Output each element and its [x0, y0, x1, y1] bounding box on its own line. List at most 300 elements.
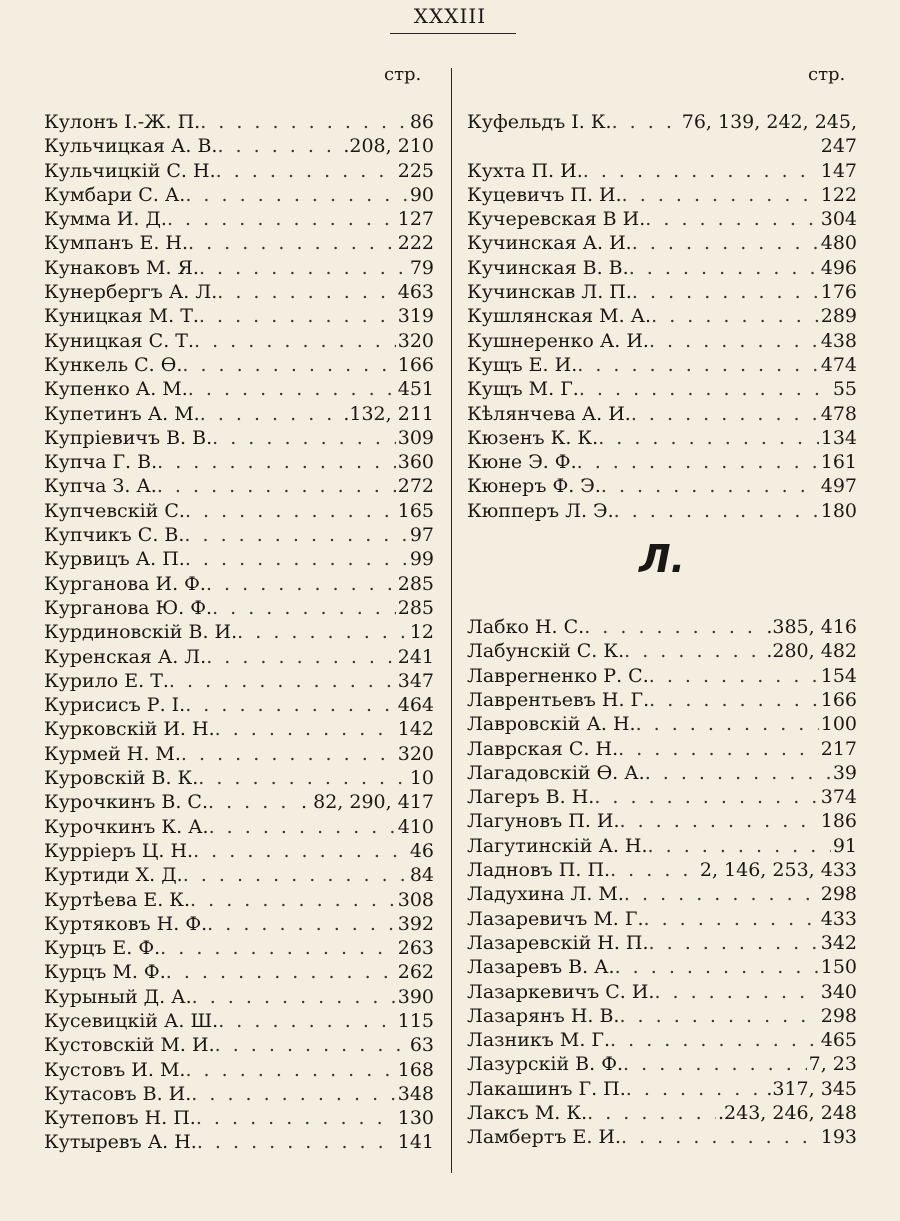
column-divider: [451, 68, 452, 1173]
index-entry: [44, 1058, 434, 1082]
leader-dots: [649, 688, 819, 712]
index-entry: [467, 450, 857, 474]
entry-pages: 55: [832, 378, 857, 401]
entry-name: Кюнеръ Ф. Э.: [467, 475, 601, 498]
leader-dots: [577, 450, 819, 474]
leader-dots: [651, 304, 819, 328]
leader-dots: [190, 888, 396, 912]
index-entry: [44, 1033, 434, 1057]
entry-name: Кульчицкій С. Н.: [44, 159, 216, 182]
leader-dots: [198, 766, 408, 790]
index-entry: [44, 474, 434, 498]
entry-name: Купрiевичъ В. В.: [44, 426, 213, 449]
index-entry: [467, 639, 857, 663]
index-entry: [467, 1004, 857, 1028]
index-entry: [44, 669, 434, 693]
index-entry: [44, 256, 434, 280]
entry-name: Купча Г. В.: [44, 451, 158, 474]
index-entry: [44, 815, 434, 839]
left-column-label: стр.: [384, 64, 422, 85]
entry-pages: 176: [820, 281, 857, 304]
leader-dots: [631, 402, 819, 426]
entry-pages: 478: [820, 402, 857, 425]
entry-pages: 222: [397, 232, 434, 255]
leader-dots: [645, 207, 818, 231]
leader-dots: [217, 280, 395, 304]
leader-dots: [577, 353, 819, 377]
entry-name: Курисисъ Р. І.: [44, 694, 186, 717]
leader-dots: [614, 499, 819, 523]
entry-name: Курыный Д. А.: [44, 985, 192, 1008]
entry-pages: 99: [409, 548, 434, 571]
entry-name: Куртяковъ Н. Ф.: [44, 912, 208, 935]
entry-pages: 79: [409, 256, 434, 279]
entry-pages: 320: [397, 329, 434, 352]
entry-pages: 433: [820, 907, 857, 930]
entry-name: Куртѣева Е. К.: [44, 888, 191, 911]
entry-pages: 180: [820, 499, 857, 522]
entry-pages: 90: [409, 183, 434, 206]
leader-dots: [181, 742, 396, 766]
section-spacer: [467, 595, 857, 615]
entry-pages: 262: [397, 961, 434, 984]
leader-dots: [649, 664, 819, 688]
entry-pages: 154: [820, 664, 857, 687]
index-entry: [44, 936, 434, 960]
index-entry: [467, 353, 857, 377]
right-column-label: стр.: [808, 64, 846, 85]
index-entry: [467, 402, 857, 426]
index-entry: [467, 304, 857, 328]
entry-name: Лаврентьевъ Н. Г.: [467, 688, 650, 711]
entry-name: Куфельдъ І. К.: [467, 111, 612, 133]
entry-name: Купча З. А.: [44, 475, 157, 498]
leader-dots: [612, 110, 680, 134]
entry-name: Кумпанъ Е. Н.: [44, 232, 189, 255]
leader-dots: [649, 329, 819, 353]
entry-name: Кутыревъ А. Н.: [44, 1131, 197, 1154]
entry-pages: 272: [397, 475, 434, 498]
index-entry: [44, 523, 434, 547]
index-entry: [467, 785, 857, 809]
entry-pages: 97: [409, 524, 434, 547]
entry-name: Лавровскій А. Н.: [467, 713, 636, 736]
leader-dots: [620, 809, 819, 833]
index-entry: [44, 790, 434, 814]
k-entries: [467, 110, 857, 523]
entry-pages: 241: [397, 645, 434, 668]
entry-pages: . 82, 290, 417: [301, 791, 434, 814]
leader-dots: [626, 1077, 765, 1101]
index-entry: [467, 329, 857, 353]
entry-name: Купенко А. М.: [44, 378, 188, 401]
leader-dots: [237, 620, 408, 644]
entry-pages: 348: [397, 1082, 434, 1105]
entry-pages: 127: [397, 208, 434, 231]
index-entry: [467, 1052, 857, 1076]
entry-name: Куровскій В. К.: [44, 767, 199, 790]
entry-pages: 474: [820, 353, 857, 376]
index-entry: [44, 231, 434, 255]
leader-dots: [166, 960, 396, 984]
index-entry: [467, 183, 857, 207]
leader-dots: [200, 402, 342, 426]
leader-dots: [623, 1052, 807, 1076]
leader-dots: [209, 815, 396, 839]
entry-name: Кѣлянчева А. И.: [467, 402, 631, 425]
entry-pages: 298: [820, 883, 857, 906]
entry-name: Курганова И. Ф.: [44, 572, 206, 595]
entry-name: Лагадовскій Ѳ. А.: [467, 761, 645, 784]
entry-name: Кустовъ И. М.: [44, 1058, 186, 1081]
entry-pages: 165: [397, 499, 434, 522]
entry-name: Кухта П. И.: [467, 159, 583, 182]
entry-name: Кюне Э. Ф.: [467, 451, 577, 474]
leader-dots: [184, 523, 407, 547]
leader-dots: [206, 645, 396, 669]
index-entry: [467, 1101, 857, 1125]
leader-dots: [185, 499, 396, 523]
entry-pages: 141: [397, 1131, 434, 1154]
index-entry: [467, 207, 857, 231]
entry-pages: .208, 210: [343, 135, 434, 158]
entry-name: Лазарянъ Н. В.: [467, 1004, 620, 1027]
index-entry: [44, 742, 434, 766]
index-entry: [44, 693, 434, 717]
index-entry: [44, 280, 434, 304]
entry-pages: 438: [820, 329, 857, 352]
leader-dots: [207, 912, 396, 936]
leader-dots: [601, 474, 819, 498]
index-entry: [44, 159, 434, 183]
entry-name: Кучинская А. И.: [467, 232, 632, 255]
entry-name: Кустовскій М. И.: [44, 1034, 215, 1057]
entry-pages: 463: [397, 281, 434, 304]
entry-name: Лаврская С. Н.: [467, 737, 619, 760]
index-entry: [44, 402, 434, 426]
entry-name: Курріеръ Ц. Н.: [44, 839, 194, 862]
entry-name: Купчикъ С. В.: [44, 524, 185, 547]
index-entry: [467, 931, 857, 955]
entry-pages: 298: [820, 1004, 857, 1027]
leader-dots: [619, 1004, 818, 1028]
entry-pages: 285: [397, 596, 434, 619]
entry-pages: 84: [409, 864, 434, 887]
leader-dots: [185, 693, 396, 717]
entry-pages: 46: [409, 839, 434, 862]
leader-dots: [598, 426, 819, 450]
entry-name: Кушнеренко А. И.: [467, 329, 649, 352]
entry-pages: 76, 139, 242, 245,: [681, 111, 857, 133]
index-entry: [44, 888, 434, 912]
entry-name: Лагутинскій А. Н.: [467, 834, 648, 857]
leader-dots: [217, 134, 341, 158]
entry-name: Лазаревичъ М. Г.: [467, 907, 644, 930]
leader-dots: [160, 936, 396, 960]
index-entry: [44, 110, 434, 134]
index-entry: [467, 256, 857, 280]
leader-dots: [645, 761, 831, 785]
entry-name: Кутеповъ Н. П.: [44, 1107, 196, 1130]
entry-name: Кучинскав Л. П.: [467, 281, 632, 304]
leader-dots: [192, 985, 396, 1009]
index-entry: [44, 547, 434, 571]
index-entry: [467, 809, 857, 833]
index-entry: [44, 717, 434, 741]
index-entry: [44, 304, 434, 328]
entry-pages: 410: [397, 815, 434, 838]
index-entry: [467, 159, 857, 183]
entry-pages: 304: [820, 208, 857, 231]
leader-dots: [643, 907, 818, 931]
leader-dots: [212, 596, 396, 620]
index-entry: [44, 596, 434, 620]
index-entry: [467, 955, 857, 979]
index-entry: [44, 426, 434, 450]
entry-pages: 496: [820, 256, 857, 279]
index-entry: [467, 712, 857, 736]
index-entry: [467, 231, 857, 255]
entry-name: Кумбари С. А.: [44, 183, 186, 206]
index-entry: [467, 426, 857, 450]
leader-dots: [584, 615, 764, 639]
entry-name: Курочкинъ К. А.: [44, 815, 209, 838]
index-entry: [467, 688, 857, 712]
leader-dots: [196, 1106, 396, 1130]
entry-name: Кункель С. Ѳ.: [44, 353, 183, 376]
entry-name: Ладновъ П. П.: [467, 859, 611, 882]
entry-pages: 340: [820, 980, 857, 1003]
leader-dots: [622, 183, 819, 207]
leader-dots: [649, 931, 819, 955]
entry-pages: 263: [397, 937, 434, 960]
leader-dots: [216, 159, 396, 183]
index-entry: [467, 882, 857, 906]
entry-name: Купетинъ А. М.: [44, 402, 200, 425]
right-column: [467, 110, 857, 1150]
leader-dots: [587, 1101, 716, 1125]
entry-pages: 12: [409, 621, 434, 644]
index-entry: [44, 1130, 434, 1154]
entry-pages: 247: [820, 135, 857, 158]
entry-name: Кущъ М. Г.: [467, 378, 579, 401]
entry-pages: 464: [397, 694, 434, 717]
entry-pages: 289: [820, 305, 857, 328]
entry-pages: 390: [397, 985, 434, 1008]
leader-dots: [618, 737, 819, 761]
leader-dots: [610, 858, 698, 882]
index-entry: [467, 280, 857, 304]
entry-name: Курмей Н. М.: [44, 742, 181, 765]
entry-pages: 320: [397, 742, 434, 765]
entry-name: Кутасовъ В. И.: [44, 1082, 192, 1105]
entry-name: Лазаркевичъ С. И.: [467, 980, 655, 1003]
entry-name: Кунаковъ М. Я.: [44, 256, 199, 279]
entry-name: Курило Е. Т.: [44, 669, 169, 692]
index-entry: [44, 1009, 434, 1033]
leader-dots: [188, 377, 396, 401]
entry-name: Курдиновскій В. И.: [44, 621, 238, 644]
leader-dots: [615, 955, 819, 979]
entry-name: Кучеревская В И.: [467, 208, 646, 231]
entry-name: Куцевичъ П. И.: [467, 183, 622, 206]
index-entry: [44, 353, 434, 377]
index-entry: [467, 1028, 857, 1052]
index-entry: [44, 329, 434, 353]
entry-pages: 2, 146, 253, 433: [699, 859, 857, 882]
entry-pages: 39: [832, 761, 857, 784]
entry-pages: 168: [397, 1058, 434, 1081]
leader-dots: [632, 280, 819, 304]
entry-pages: 147: [820, 159, 857, 182]
entry-name: Лагуновъ П. И.: [467, 810, 620, 833]
entry-pages: 161: [820, 451, 857, 474]
leader-dots: [610, 1028, 819, 1052]
index-entry: [44, 985, 434, 1009]
leader-dots: [208, 790, 299, 814]
index-entry: [467, 1077, 857, 1101]
leader-dots: [194, 329, 396, 353]
entry-name: Кульчицкая А. В.: [44, 135, 218, 158]
leader-dots: [169, 669, 396, 693]
entry-name: Куртиди Х. Д.: [44, 864, 183, 887]
entry-name: Куницкая М. Т.: [44, 305, 199, 328]
index-entry: [467, 761, 857, 785]
index-entry: [44, 207, 434, 231]
entry-pages: 342: [820, 931, 857, 954]
leader-dots: [206, 572, 396, 596]
index-entry: [44, 912, 434, 936]
leader-dots: [157, 474, 396, 498]
index-entry: [44, 839, 434, 863]
entry-pages: 360: [397, 451, 434, 474]
entry-pages: 392: [397, 912, 434, 935]
leader-dots: [583, 159, 819, 183]
leader-dots: [629, 256, 819, 280]
entry-pages: 308: [397, 888, 434, 911]
leader-dots: [183, 863, 408, 887]
entry-pages: 186: [820, 810, 857, 833]
entry-pages: 63: [409, 1034, 434, 1057]
entry-name: Курвицъ А. П.: [44, 548, 185, 571]
index-entry: [44, 1082, 434, 1106]
entry-name: Купчевскій С.: [44, 499, 185, 522]
leader-dots: [200, 110, 408, 134]
index-entry: [467, 134, 857, 158]
leader-dots: [654, 980, 818, 1004]
index-entry: [467, 664, 857, 688]
entry-pages: 130: [397, 1107, 434, 1130]
entry-name: Кущъ Е. И.: [467, 353, 578, 376]
entry-pages: 122: [820, 183, 857, 206]
index-entry: [467, 834, 857, 858]
index-entry: [467, 110, 857, 134]
leader-dots: [579, 377, 831, 401]
index-entry: [44, 960, 434, 984]
entry-name: Лавреrненко Р. С.: [467, 664, 649, 687]
entry-pages: 374: [820, 786, 857, 809]
entry-pages: 91: [832, 834, 857, 857]
entry-pages: 451: [397, 378, 434, 401]
entry-name: Кюпперъ Л. Э.: [467, 499, 614, 522]
leader-dots: [636, 712, 819, 736]
entry-pages: 193: [820, 1126, 857, 1149]
entry-pages: .385, 416: [766, 616, 857, 639]
entry-name: Ладухина Л. М.: [467, 883, 624, 906]
index-entry: [44, 572, 434, 596]
leader-dots: [218, 1009, 396, 1033]
entry-name: Кюзенъ К. К.: [467, 426, 599, 449]
leader-dots: [199, 304, 396, 328]
index-entry: [467, 499, 857, 523]
l-entries: [467, 615, 857, 1150]
section-letter-l: Л.: [639, 537, 685, 582]
entry-name: Курковскій И. Н.: [44, 718, 215, 741]
leader-dots: [191, 1082, 395, 1106]
leader-dots: [157, 450, 396, 474]
index-entry: [44, 377, 434, 401]
left-column: [44, 110, 434, 1155]
entry-name: Лакашинъ Г. П.: [467, 1077, 626, 1100]
index-entry: [44, 499, 434, 523]
entry-name: Курочкинъ В. С.: [44, 791, 208, 814]
index-entry: [467, 737, 857, 761]
leader-dots: [185, 547, 408, 571]
entry-name: Кунербергъ А. Л.: [44, 281, 218, 304]
entry-pages: 10: [409, 767, 434, 790]
index-entry: [467, 858, 857, 882]
entry-pages: 319: [397, 305, 434, 328]
entry-name: Лазаревъ В. А.: [467, 956, 615, 979]
entry-name: Лаксъ М. К.: [467, 1101, 588, 1124]
entry-name: Курганова Ю. Ф.: [44, 596, 213, 619]
index-entry: [44, 134, 434, 158]
entry-pages: 309: [397, 426, 434, 449]
entry-pages: 480: [820, 232, 857, 255]
page-number: XXXIII: [413, 4, 487, 28]
leader-dots: [193, 839, 408, 863]
leader-dots: [624, 639, 764, 663]
leader-dots: [648, 834, 831, 858]
leader-dots: [182, 353, 395, 377]
index-entry: [467, 1125, 857, 1149]
entry-pages: .132, 211: [343, 402, 434, 425]
leader-dots: [594, 785, 818, 809]
leader-dots: [197, 1130, 396, 1154]
entry-name: Лазурскій В. Ф.: [467, 1053, 624, 1076]
index-entry: [467, 377, 857, 401]
entry-pages: 347: [397, 669, 434, 692]
entry-pages: 166: [397, 353, 434, 376]
entry-pages: 166: [820, 688, 857, 711]
leader-dots: [215, 717, 396, 741]
index-entry: [44, 620, 434, 644]
leader-dots: [632, 231, 819, 255]
entry-name: Кумма И. Д.: [44, 208, 167, 231]
index-entry: [44, 450, 434, 474]
entry-name: Ламбертъ Е. И.: [467, 1126, 622, 1149]
entry-name: Лабунскій С. К.: [467, 640, 625, 663]
leader-dots: [624, 882, 819, 906]
leader-dots: [185, 1058, 395, 1082]
entry-pages: 86: [409, 111, 434, 133]
index-entry: [467, 907, 857, 931]
entry-pages: 217: [820, 737, 857, 760]
entry-name: Кучинская В. В.: [467, 256, 629, 279]
entry-pages: 225: [397, 159, 434, 182]
entry-pages: .243, 246, 248: [718, 1101, 857, 1124]
index-entry: [44, 1106, 434, 1130]
